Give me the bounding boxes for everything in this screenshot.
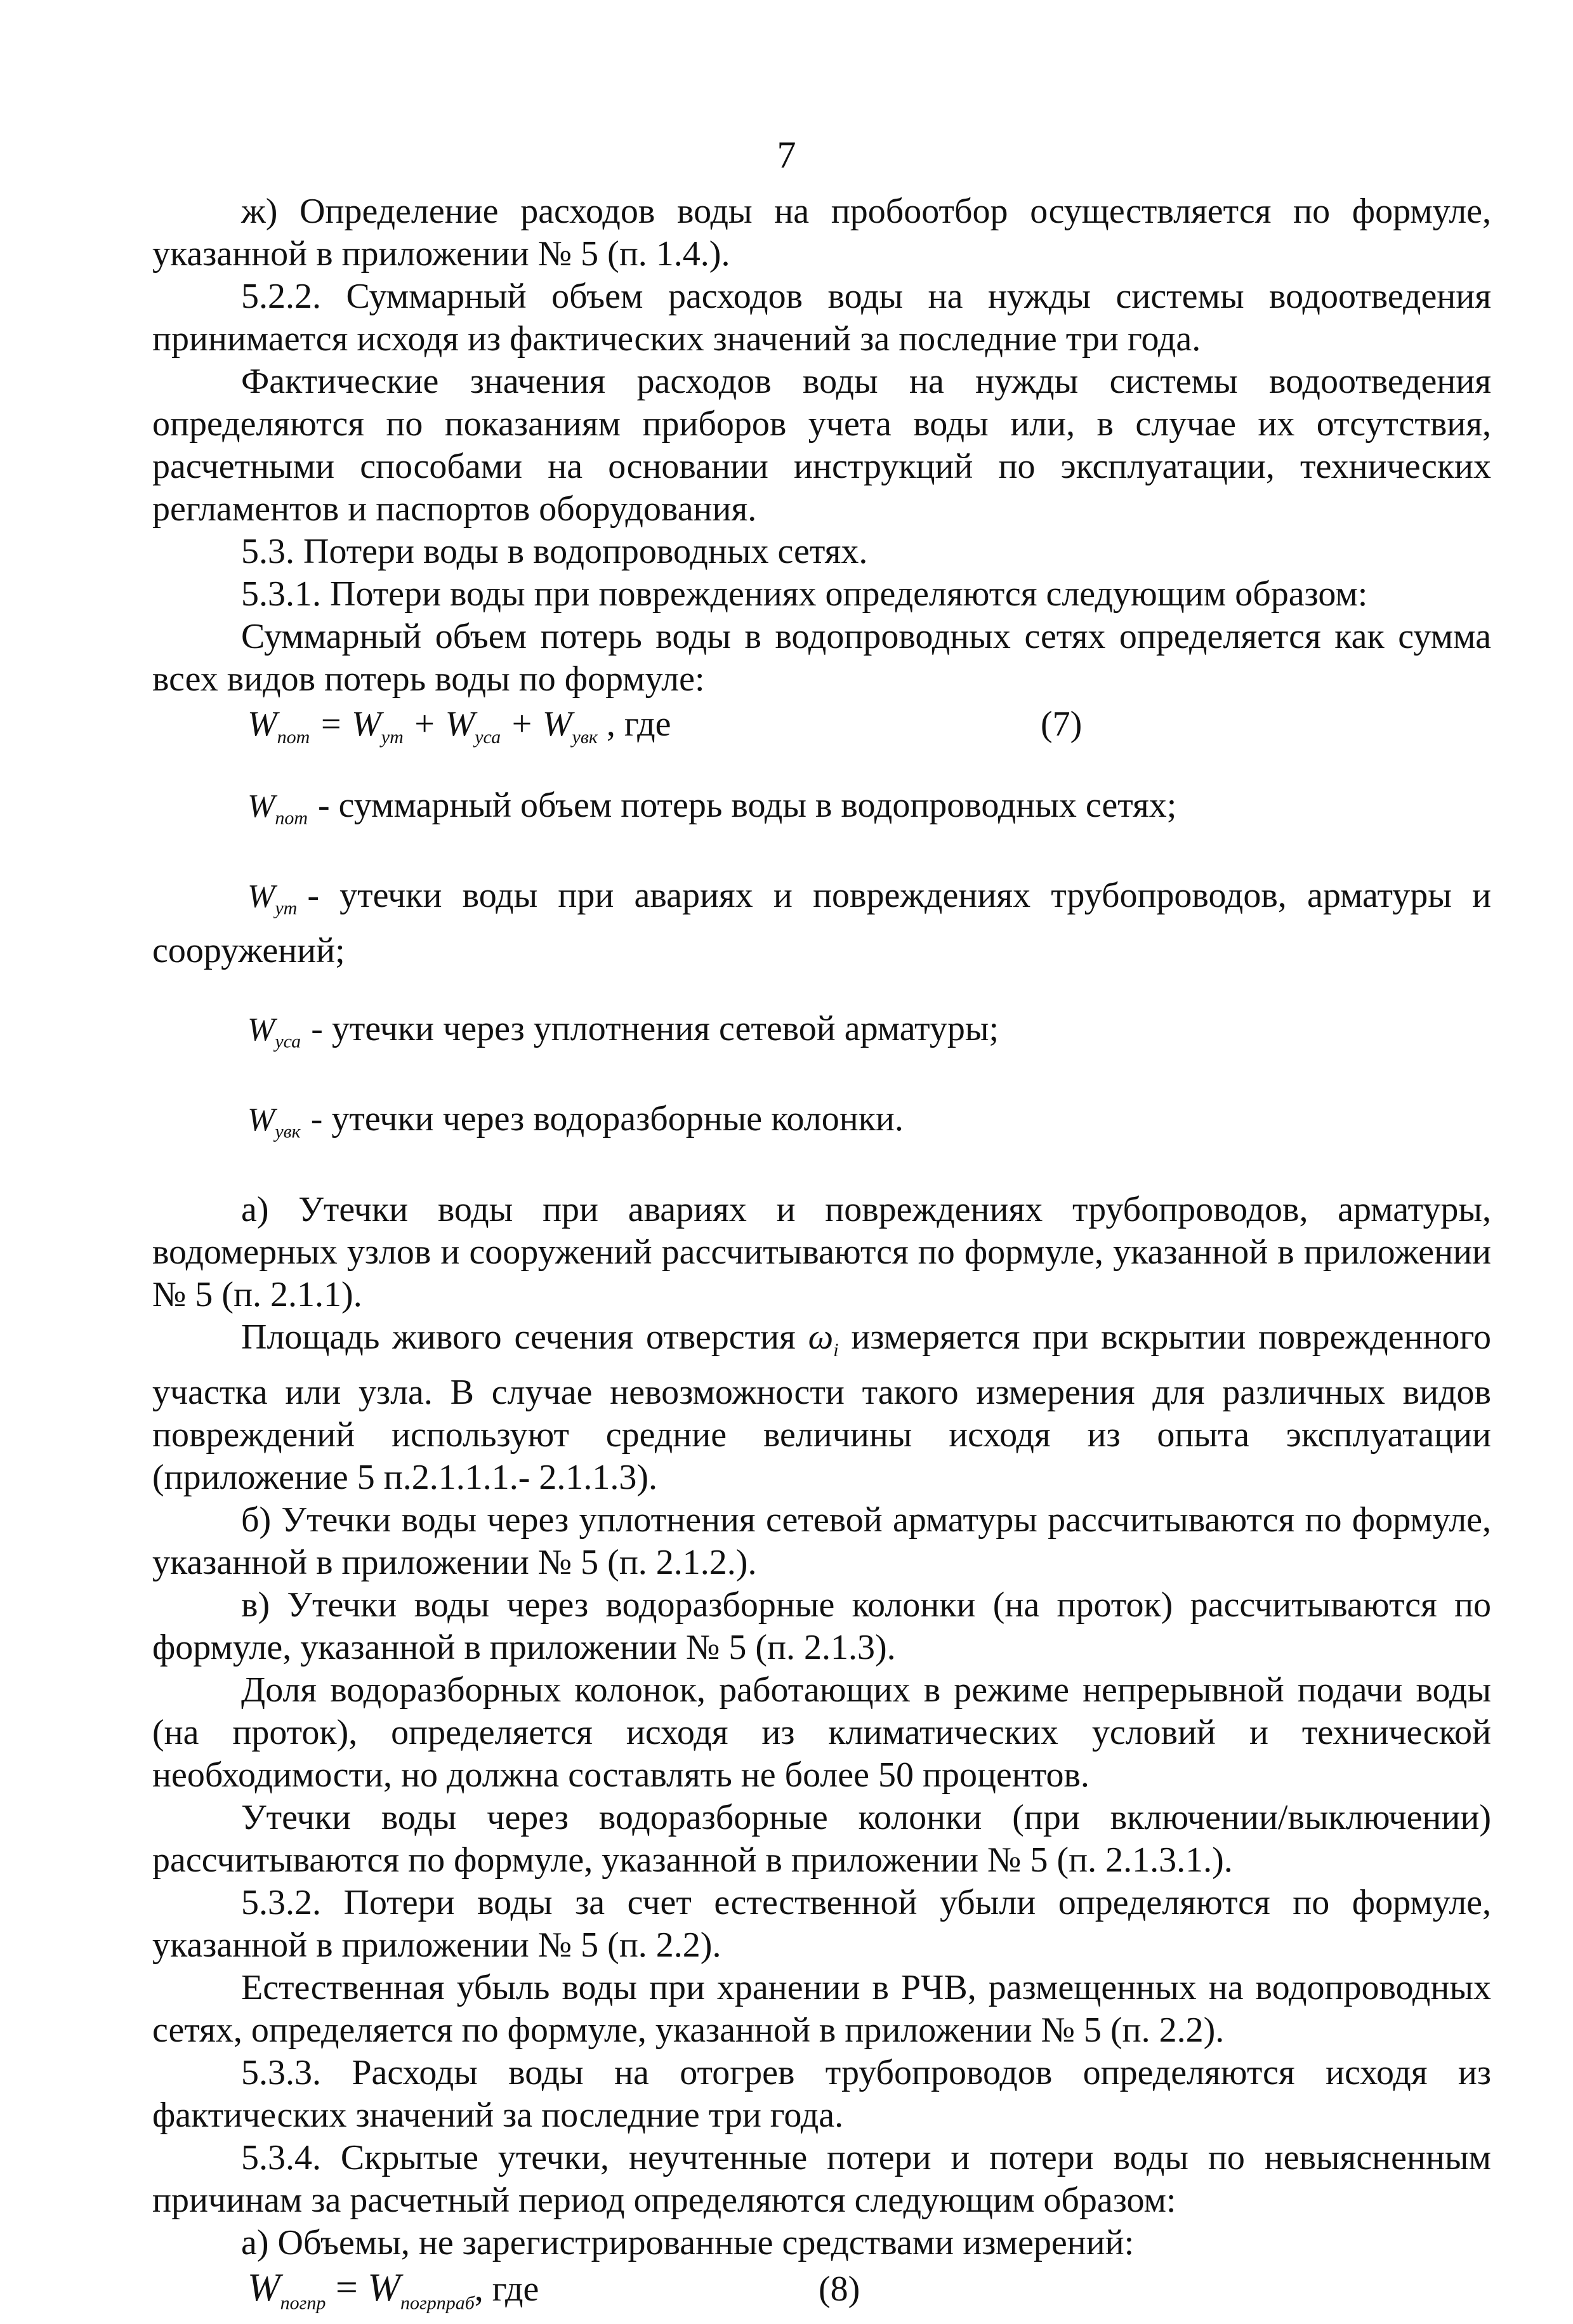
paragraph-total-losses: Суммарный объем потерь воды в водопроводных сетях определяется как сумма всех видов потерь воды по формуле: (152, 617, 1491, 699)
paragraph-5-3-2: 5.3.2. Потери воды за счет естественной убыли определяются по формуле, указанной в приложении № 5 (п. 2.2). (152, 1882, 1491, 1965)
definition-total: $W_{пот}$ - суммарный объем потерь воды в водопроводных сетях; (247, 786, 1177, 829)
paragraph-a-accidents: а) Утечки воды при авариях и повреждениях трубопроводов, арматуры, водомерных узлов и сооружений рассчитываются по формуле, указанной в приложении № 5 (п. 2.1.1). (152, 1189, 1491, 1314)
paragraph-sampling: ж) Определение расходов воды на пробоотбор осуществляется по формуле, указанной в приложении № 5 (п. 1.4.). (152, 192, 1491, 274)
heading-5-3: 5.3. Потери воды в водопроводных сетях. (241, 532, 868, 571)
formula-8-number: (8) (819, 2269, 860, 2309)
document-body (152, 190, 1491, 2315)
paragraph-5-3-4: 5.3.4. Скрытые утечки, неучтенные потери и потери воды по невыясненным причинам за расчетный период определяются следующим образом: (152, 2137, 1491, 2220)
page-number: 7 (777, 134, 796, 176)
omega-symbol: $\omega_i$ (808, 1317, 839, 1361)
paragraph-b-seals: б) Утечки воды через уплотнения сетевой арматуры рассчитываются по формуле, указанной в приложении № 5 (п. 2.1.2.). (152, 1500, 1491, 1582)
paragraph-columns-switching: Утечки воды через водоразборные колонки (при включении/выключении) рассчитываются по формуле, указанной в приложении № 5 (п. 2.1.3.1.). (152, 1797, 1491, 1880)
formula-8 (152, 2267, 1491, 2313)
formula-7-number: (7) (1041, 704, 1083, 744)
paragraph-5-3-3: 5.3.3. Расходы воды на отогрев трубопроводов определяются исходя из фактических значений за последние три года. (152, 2052, 1491, 2135)
formula-8-expression: $W_{погпр} = W_{погрпраб}$, где (247, 2266, 539, 2314)
paragraph-columns-share: Доля водоразборных колонок, работающих в режиме непрерывной подачи воды (на проток), определяется исходя из климатических условий и технической необходимости, но должна составлять не более 50 процентов. (152, 1670, 1491, 1795)
paragraph-cross-section: Площадь живого сечения отверстия $\omega_i$ измеряется при вскрытии поврежденного участка или узла. В случае невозможности такого измерения для различных видов повреждений используют средние величины исходя из опыта эксплуатации (приложение 5 п.2.1.1.1.- 2.1.1.3). (152, 1317, 1491, 1497)
formula-7 (152, 703, 1491, 749)
definition-accidents: $W_{ут}$ - утечки воды при авариях и повреждениях трубопроводов, арматуры и сооружений; (152, 876, 1491, 970)
paragraph-natural-loss: Естественная убыль воды при хранении в РЧВ, размещенных на водопроводных сетях, определяется по формуле, указанной в приложении № 5 (п. 2.2). (152, 1967, 1491, 2050)
paragraph-actual-values: Фактические значения расходов воды на нужды системы водоотведения определяются по показаниям приборов учета воды или, в случае их отсутствия, расчетными способами на основании инструкций по эксплуатации, технических регламентов и паспортов оборудования. (152, 362, 1491, 529)
formula-7-expression: $W_{пот} = W_{ут} + W_{уса} + W_{увк}$ , где (247, 704, 671, 748)
paragraph-5-2-2: 5.2.2. Суммарный объем расходов воды на нужды системы водоотведения принимается исходя из фактических значений за последние три года. (152, 277, 1491, 359)
definition-seals: $W_{уса}$ - утечки через уплотнения сетевой арматуры; (247, 1008, 999, 1052)
definition-columns: $W_{увк}$ - утечки через водоразборные колонки. (247, 1099, 904, 1142)
paragraph-v-columns: в) Утечки воды через водоразборные колонки (на проток) рассчитываются по формуле, указанной в приложении № 5 (п. 2.1.3). (152, 1585, 1491, 1667)
paragraph-a-unregistered: а) Объемы, не зарегистрированные средствами измерений: (241, 2222, 1135, 2262)
paragraph-5-3-1: 5.3.1. Потери воды при повреждениях определяются следующим образом: (241, 574, 1368, 614)
